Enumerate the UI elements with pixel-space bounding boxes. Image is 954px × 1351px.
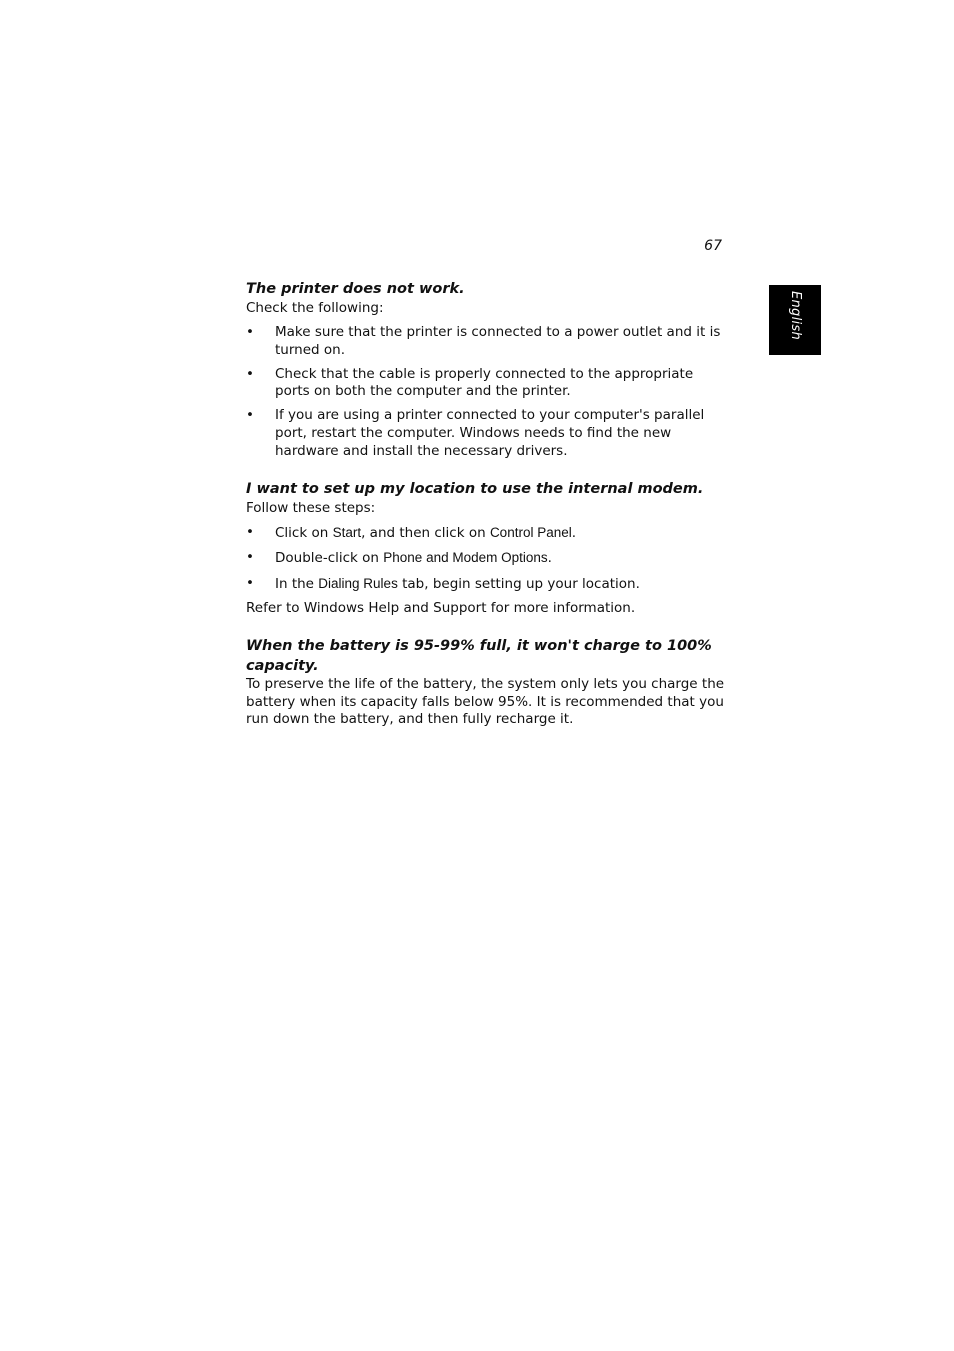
section-heading: The printer does not work.	[246, 281, 465, 297]
bullet-glyph: •	[246, 524, 254, 541]
bullet-glyph: •	[246, 324, 254, 341]
list-item-text: If you are using a printer connected to your computer's parallel port, restart the computer. Windows needs to find the new hardware and install the necessary drivers.	[275, 407, 705, 459]
bullet-glyph: •	[246, 365, 254, 382]
language-tab	[769, 285, 821, 355]
bullet-glyph: •	[246, 407, 254, 424]
step-text-pre: Click on	[275, 525, 333, 542]
section-body: To preserve the life of the battery, the system only lets you charge the battery when its capacity falls below 95%. It is recommended that you run down the battery, and then fully recharge it.	[246, 676, 725, 728]
step-text-post: tab, begin setting up your location.	[397, 575, 640, 592]
step-text-pre: In the	[275, 575, 319, 592]
list-item	[246, 324, 726, 359]
ui-term-phone-modem-options: Phone and Modem Options	[383, 550, 548, 566]
step-text-pre: Double-click on	[275, 550, 384, 567]
list-item-text: Check that the cable is properly connected to the appropriate ports on both the computer and the printer.	[275, 365, 694, 400]
language-tab-label: English	[788, 291, 803, 341]
section-printer	[246, 280, 726, 460]
list-item	[246, 549, 726, 568]
ui-term-dialing-rules: Dialing Rules	[318, 575, 398, 591]
list-item	[246, 407, 726, 460]
section-battery	[246, 637, 726, 729]
section-heading: I want to set up my location to use the internal modem.	[246, 481, 704, 498]
bullet-glyph: •	[246, 574, 254, 591]
step-list	[246, 524, 726, 593]
bullet-list	[246, 324, 726, 460]
section-heading: When the battery is 95-99% full, it won't charge to 100% capacity.	[246, 638, 712, 674]
bullet-glyph: •	[246, 549, 254, 566]
list-item	[246, 575, 726, 594]
section-note: Refer to Windows Help and Support for more information.	[246, 599, 636, 616]
step-text-post: .	[547, 550, 552, 567]
page-number: 67	[704, 238, 722, 254]
ui-term-control-panel: Control Panel	[489, 525, 572, 541]
section-modem	[246, 480, 726, 617]
step-text-mid: , and then click on	[361, 525, 490, 542]
list-item	[246, 366, 726, 401]
section-lead: Follow these steps:	[246, 499, 376, 516]
list-item-text: Make sure that the printer is connected to a power outlet and it is turned on.	[275, 324, 721, 358]
page-content	[246, 280, 726, 749]
step-text-post: .	[571, 525, 577, 542]
list-item	[246, 524, 726, 543]
ui-term-start: Start	[332, 525, 362, 541]
section-lead: Check the following:	[246, 299, 384, 316]
